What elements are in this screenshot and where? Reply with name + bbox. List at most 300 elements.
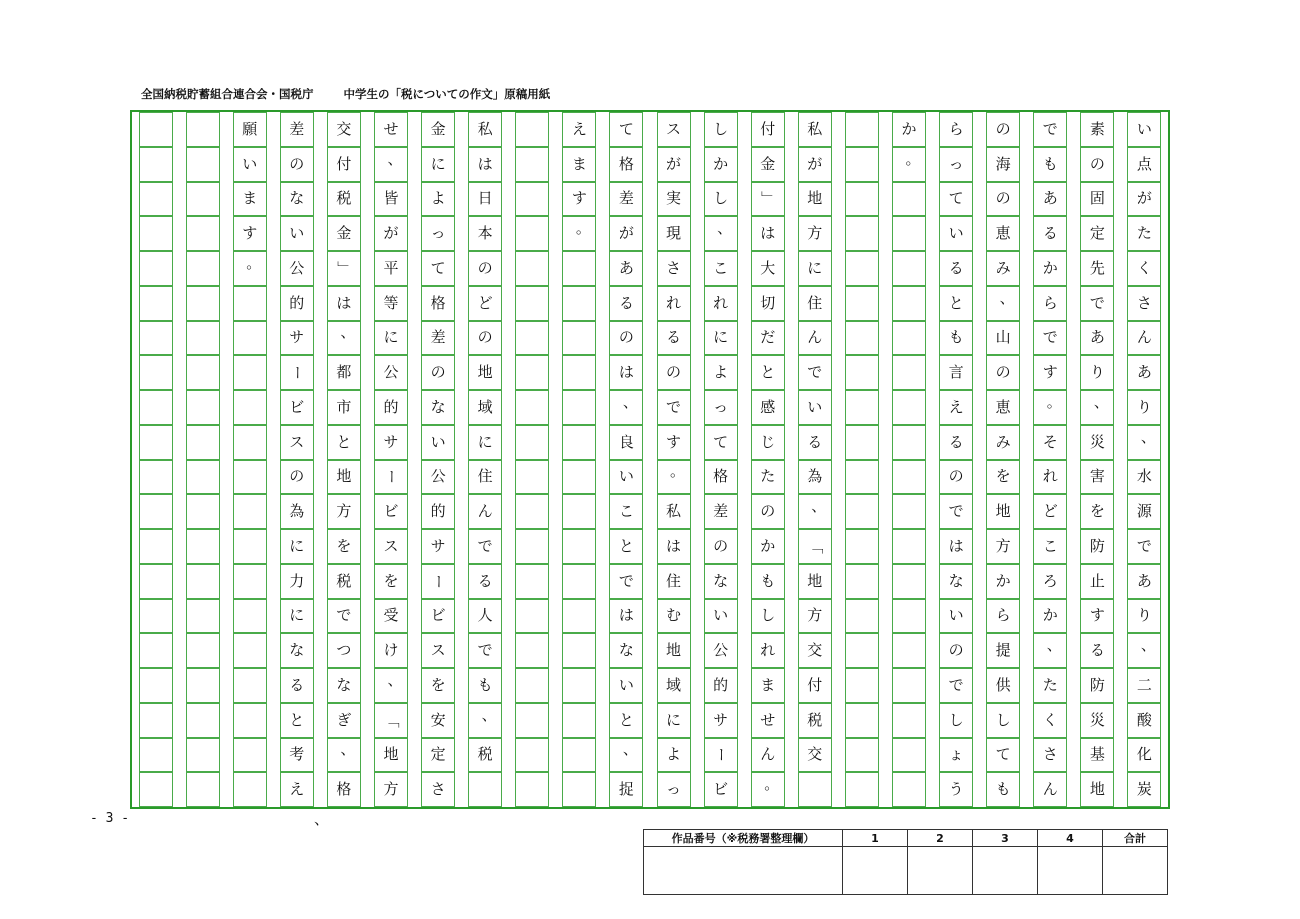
manuscript-char: だ <box>760 328 776 347</box>
manuscript-char: て <box>618 119 634 138</box>
manuscript-char: 為 <box>807 467 823 486</box>
manuscript-cell <box>186 494 220 529</box>
manuscript-char: を <box>995 467 1011 486</box>
manuscript-char: 交 <box>336 119 352 138</box>
manuscript-char: 防 <box>1089 675 1105 694</box>
manuscript-cell <box>233 216 267 251</box>
manuscript-cell <box>939 321 973 356</box>
manuscript-cell <box>139 529 173 564</box>
manuscript-char: に <box>713 328 729 347</box>
manuscript-cell <box>562 564 596 599</box>
manuscript-cell <box>468 772 502 807</box>
manuscript-cell <box>657 182 691 217</box>
manuscript-char: 定 <box>1089 224 1105 243</box>
manuscript-char: け <box>383 641 399 660</box>
manuscript-cell <box>609 182 643 217</box>
manuscript-cell <box>1127 425 1161 460</box>
score-4-field[interactable] <box>1038 847 1103 895</box>
manuscript-cell <box>468 251 502 286</box>
manuscript-char: 防 <box>1089 536 1105 555</box>
manuscript-char: い <box>948 606 964 625</box>
manuscript-cell <box>421 460 455 495</box>
manuscript-char: 、 <box>811 497 827 516</box>
manuscript-cell <box>892 564 926 599</box>
manuscript-cell <box>986 147 1020 182</box>
manuscript-cell <box>186 738 220 773</box>
manuscript-cell <box>798 494 832 529</box>
manuscript-cell <box>939 599 973 634</box>
manuscript-char: し <box>713 189 729 208</box>
manuscript-char: る <box>618 293 634 312</box>
manuscript-cell <box>751 216 785 251</box>
manuscript-cell <box>468 738 502 773</box>
manuscript-char: に <box>430 154 446 173</box>
entry-number-field[interactable] <box>644 847 843 895</box>
manuscript-column <box>468 112 502 807</box>
manuscript-cell <box>515 390 549 425</box>
manuscript-cell <box>562 251 596 286</box>
manuscript-cell <box>751 182 785 217</box>
manuscript-char: は <box>477 154 493 173</box>
manuscript-cell <box>704 251 738 286</box>
manuscript-cell <box>1033 251 1067 286</box>
manuscript-cell <box>751 738 785 773</box>
manuscript-char: ろ <box>1042 571 1058 590</box>
manuscript-char: 」 <box>335 260 354 276</box>
manuscript-cell <box>421 425 455 460</box>
manuscript-char: 点 <box>1136 154 1152 173</box>
manuscript-cell <box>515 425 549 460</box>
manuscript-column <box>327 112 361 807</box>
manuscript-char: さ <box>666 258 682 277</box>
manuscript-cell <box>939 182 973 217</box>
manuscript-char: 受 <box>383 606 399 625</box>
manuscript-cell <box>939 251 973 286</box>
manuscript-cell <box>515 182 549 217</box>
manuscript-cell <box>421 251 455 286</box>
manuscript-cell <box>562 703 596 738</box>
manuscript-char: 市 <box>336 397 352 416</box>
manuscript-char: 税 <box>336 571 352 590</box>
manuscript-cell <box>468 321 502 356</box>
manuscript-cell <box>609 738 643 773</box>
manuscript-cell <box>704 529 738 564</box>
manuscript-char: 差 <box>289 119 305 138</box>
manuscript-cell <box>1080 216 1114 251</box>
manuscript-cell <box>1033 112 1067 147</box>
manuscript-cell <box>327 286 361 321</box>
manuscript-cell <box>704 390 738 425</box>
manuscript-cell <box>327 460 361 495</box>
manuscript-char: に <box>666 710 682 729</box>
manuscript-char: が <box>666 154 682 173</box>
manuscript-cell <box>374 286 408 321</box>
manuscript-cell <box>374 251 408 286</box>
manuscript-char: と <box>289 710 305 729</box>
manuscript-cell <box>468 147 502 182</box>
manuscript-char: く <box>1042 710 1058 729</box>
manuscript-char: 住 <box>477 467 493 486</box>
manuscript-char: 域 <box>666 675 682 694</box>
manuscript-char: 力 <box>289 571 305 590</box>
manuscript-cell <box>468 425 502 460</box>
manuscript-cell <box>986 251 1020 286</box>
manuscript-cell <box>609 390 643 425</box>
score-4-header: 4 <box>1038 830 1103 847</box>
manuscript-cell <box>845 286 879 321</box>
manuscript-cell <box>704 633 738 668</box>
total-field[interactable] <box>1103 847 1168 895</box>
manuscript-char: ス <box>289 432 305 451</box>
manuscript-char: の <box>948 641 964 660</box>
manuscript-cell <box>233 112 267 147</box>
manuscript-char: 捉 <box>618 780 634 799</box>
manuscript-cell <box>704 112 738 147</box>
manuscript-cell <box>421 494 455 529</box>
manuscript-cell <box>327 772 361 807</box>
manuscript-char: で <box>1089 293 1105 312</box>
manuscript-char: そ <box>1042 432 1058 451</box>
manuscript-cell <box>468 286 502 321</box>
manuscript-char: 人 <box>477 606 493 625</box>
manuscript-cell <box>186 112 220 147</box>
manuscript-char: 私 <box>666 502 682 521</box>
manuscript-char: に <box>289 536 305 555</box>
manuscript-char: し <box>995 710 1011 729</box>
manuscript-cell <box>1033 668 1067 703</box>
manuscript-cell <box>1080 529 1114 564</box>
manuscript-char: は <box>336 293 352 312</box>
manuscript-char: ら <box>995 606 1011 625</box>
manuscript-char: な <box>713 571 729 590</box>
manuscript-cell <box>1080 147 1114 182</box>
manuscript-cell <box>562 772 596 807</box>
manuscript-cell <box>657 599 691 634</box>
manuscript-char: 大 <box>760 258 776 277</box>
manuscript-char: に <box>477 432 493 451</box>
manuscript-char: ら <box>1042 293 1058 312</box>
manuscript-char: ま <box>760 675 776 694</box>
manuscript-cell <box>468 668 502 703</box>
manuscript-char: 実 <box>666 189 682 208</box>
manuscript-column <box>609 112 643 807</box>
manuscript-cell <box>186 286 220 321</box>
manuscript-cell <box>986 772 1020 807</box>
manuscript-cell <box>139 738 173 773</box>
manuscript-char: ビ <box>430 606 446 625</box>
manuscript-cell <box>280 703 314 738</box>
manuscript-char: す <box>666 432 682 451</box>
manuscript-cell <box>327 216 361 251</box>
manuscript-cell <box>280 251 314 286</box>
manuscript-char: す <box>1089 606 1105 625</box>
manuscript-char: 方 <box>383 780 399 799</box>
manuscript-char: る <box>807 432 823 451</box>
manuscript-char: な <box>948 571 964 590</box>
manuscript-cell <box>1127 738 1161 773</box>
manuscript-cell <box>939 460 973 495</box>
manuscript-cell <box>233 633 267 668</box>
manuscript-cell <box>704 564 738 599</box>
manuscript-column <box>233 112 267 807</box>
manuscript-cell <box>609 286 643 321</box>
manuscript-char: 公 <box>430 467 446 486</box>
manuscript-char: ー <box>288 365 307 381</box>
manuscript-cell <box>657 738 691 773</box>
manuscript-cell <box>421 355 455 390</box>
manuscript-cell <box>562 216 596 251</box>
manuscript-cell <box>1033 564 1067 599</box>
manuscript-cell <box>515 772 549 807</box>
manuscript-column <box>186 112 220 807</box>
manuscript-cell <box>421 564 455 599</box>
manuscript-char: 良 <box>618 432 634 451</box>
manuscript-char: も <box>995 780 1011 799</box>
manuscript-cell <box>233 494 267 529</box>
manuscript-cell <box>657 564 691 599</box>
manuscript-char: い <box>430 432 446 451</box>
manuscript-cell <box>798 390 832 425</box>
manuscript-cell <box>939 216 973 251</box>
manuscript-char: ん <box>1042 780 1058 799</box>
manuscript-cell <box>515 112 549 147</box>
manuscript-column <box>421 112 455 807</box>
manuscript-char: 」 <box>759 191 778 207</box>
manuscript-char: た <box>760 467 776 486</box>
manuscript-char: 交 <box>807 745 823 764</box>
manuscript-cell <box>186 390 220 425</box>
manuscript-cell <box>280 355 314 390</box>
manuscript-cell <box>186 772 220 807</box>
manuscript-cell <box>704 703 738 738</box>
manuscript-cell <box>1127 772 1161 807</box>
manuscript-char: 言 <box>948 363 964 382</box>
manuscript-char: 、 <box>387 149 403 168</box>
manuscript-char: 。 <box>1046 392 1062 411</box>
manuscript-char: 日 <box>477 189 493 208</box>
manuscript-char: う <box>948 780 964 799</box>
manuscript-char: の <box>1089 154 1105 173</box>
manuscript-cell <box>139 599 173 634</box>
score-1-header: 1 <box>843 830 908 847</box>
manuscript-cell <box>327 182 361 217</box>
manuscript-char: 地 <box>807 571 823 590</box>
manuscript-cell <box>1033 355 1067 390</box>
manuscript-char: 安 <box>430 710 446 729</box>
manuscript-cell <box>986 599 1020 634</box>
manuscript-cell <box>798 425 832 460</box>
manuscript-cell <box>1080 321 1114 356</box>
manuscript-char: の <box>289 467 305 486</box>
manuscript-column <box>1033 112 1067 807</box>
manuscript-char: え <box>948 397 964 416</box>
manuscript-cell <box>986 738 1020 773</box>
score-1-field[interactable] <box>843 847 908 895</box>
manuscript-cell <box>233 355 267 390</box>
manuscript-cell <box>1033 147 1067 182</box>
manuscript-char: も <box>760 571 776 590</box>
manuscript-cell <box>609 772 643 807</box>
manuscript-cell <box>609 251 643 286</box>
manuscript-char: 感 <box>760 397 776 416</box>
manuscript-cell <box>233 182 267 217</box>
manuscript-char: ま <box>242 189 258 208</box>
manuscript-char: 害 <box>1089 467 1105 486</box>
manuscript-cell <box>327 703 361 738</box>
manuscript-cell <box>892 703 926 738</box>
manuscript-cell <box>1080 668 1114 703</box>
manuscript-cell <box>1033 182 1067 217</box>
manuscript-cell <box>1080 182 1114 217</box>
manuscript-char: 交 <box>807 641 823 660</box>
manuscript-cell <box>280 599 314 634</box>
manuscript-char: よ <box>430 189 446 208</box>
manuscript-cell <box>515 564 549 599</box>
manuscript-char: が <box>807 154 823 173</box>
manuscript-cell <box>939 425 973 460</box>
manuscript-cell <box>421 112 455 147</box>
manuscript-cell <box>374 738 408 773</box>
manuscript-char: あ <box>1042 189 1058 208</box>
manuscript-char: 、 <box>387 670 403 689</box>
total-header: 合計 <box>1103 830 1168 847</box>
manuscript-char: ど <box>1042 502 1058 521</box>
manuscript-cell <box>845 460 879 495</box>
manuscript-cell <box>327 390 361 425</box>
manuscript-char: と <box>618 710 634 729</box>
manuscript-cell <box>280 668 314 703</box>
manuscript-cell <box>845 251 879 286</box>
manuscript-cell <box>1080 390 1114 425</box>
manuscript-char: 金 <box>336 224 352 243</box>
manuscript-char: と <box>948 293 964 312</box>
manuscript-char: 平 <box>383 258 399 277</box>
manuscript-cell <box>186 355 220 390</box>
manuscript-cell <box>845 147 879 182</box>
manuscript-cell <box>751 633 785 668</box>
manuscript-char: 、 <box>1046 636 1062 655</box>
manuscript-cell <box>327 633 361 668</box>
manuscript-cell <box>939 494 973 529</box>
manuscript-cell <box>1127 633 1161 668</box>
form-header <box>141 86 550 102</box>
manuscript-cell <box>515 460 549 495</box>
manuscript-char: い <box>242 154 258 173</box>
manuscript-char: ス <box>383 536 399 555</box>
manuscript-char: ス <box>430 641 446 660</box>
manuscript-char: 災 <box>1089 710 1105 729</box>
manuscript-char: い <box>618 675 634 694</box>
manuscript-cell <box>186 216 220 251</box>
manuscript-cell <box>609 703 643 738</box>
manuscript-cell <box>609 633 643 668</box>
manuscript-char: 方 <box>807 606 823 625</box>
manuscript-cell <box>798 251 832 286</box>
manuscript-cell <box>421 147 455 182</box>
manuscript-cell <box>609 321 643 356</box>
manuscript-char: 願 <box>242 119 258 138</box>
manuscript-cell <box>704 216 738 251</box>
manuscript-cell <box>1033 494 1067 529</box>
manuscript-cell <box>515 738 549 773</box>
manuscript-char: 。 <box>575 219 591 238</box>
manuscript-cell <box>1080 738 1114 773</box>
manuscript-cell <box>892 599 926 634</box>
manuscript-cell <box>1080 460 1114 495</box>
manuscript-char: れ <box>760 641 776 660</box>
manuscript-char: 金 <box>430 119 446 138</box>
manuscript-cell <box>1080 425 1114 460</box>
manuscript-cell <box>798 703 832 738</box>
manuscript-cell <box>327 564 361 599</box>
manuscript-char: で <box>1136 536 1152 555</box>
manuscript-cell <box>751 703 785 738</box>
manuscript-char: み <box>995 258 1011 277</box>
manuscript-cell <box>280 772 314 807</box>
score-2-field[interactable] <box>908 847 973 895</box>
manuscript-cell <box>374 772 408 807</box>
manuscript-cell <box>421 286 455 321</box>
manuscript-cell <box>233 738 267 773</box>
manuscript-cell <box>892 182 926 217</box>
manuscript-cell <box>1033 390 1067 425</box>
manuscript-cell <box>421 216 455 251</box>
manuscript-cell <box>1127 182 1161 217</box>
manuscript-cell <box>233 703 267 738</box>
manuscript-cell <box>233 425 267 460</box>
manuscript-char: し <box>713 119 729 138</box>
manuscript-cell <box>374 564 408 599</box>
manuscript-cell <box>515 355 549 390</box>
manuscript-cell <box>986 182 1020 217</box>
manuscript-char: と <box>618 536 634 555</box>
manuscript-char: を <box>383 571 399 590</box>
manuscript-cell <box>186 251 220 286</box>
manuscript-cell <box>798 355 832 390</box>
manuscript-char: 差 <box>430 328 446 347</box>
manuscript-char: の <box>666 363 682 382</box>
manuscript-char: な <box>618 641 634 660</box>
manuscript-cell <box>1127 703 1161 738</box>
score-3-field[interactable] <box>973 847 1038 895</box>
manuscript-cell <box>186 703 220 738</box>
manuscript-char: の <box>995 363 1011 382</box>
manuscript-cell <box>751 321 785 356</box>
manuscript-char: あ <box>1089 328 1105 347</box>
manuscript-char: サ <box>289 328 305 347</box>
manuscript-column <box>704 112 738 807</box>
manuscript-cell <box>327 147 361 182</box>
manuscript-cell <box>1033 703 1067 738</box>
manuscript-cell <box>657 321 691 356</box>
manuscript-cell <box>657 460 691 495</box>
manuscript-column <box>751 112 785 807</box>
manuscript-cell <box>186 599 220 634</box>
manuscript-cell <box>515 599 549 634</box>
manuscript-cell <box>657 494 691 529</box>
manuscript-cell <box>892 251 926 286</box>
manuscript-cell <box>939 564 973 599</box>
manuscript-char: ビ <box>289 397 305 416</box>
manuscript-cell <box>845 738 879 773</box>
manuscript-char: か <box>901 119 917 138</box>
manuscript-cell <box>1127 216 1161 251</box>
manuscript-char: は <box>760 224 776 243</box>
manuscript-char: ー <box>712 747 731 763</box>
manuscript-cell <box>562 182 596 217</box>
manuscript-char: 公 <box>383 363 399 382</box>
manuscript-cell <box>986 633 1020 668</box>
